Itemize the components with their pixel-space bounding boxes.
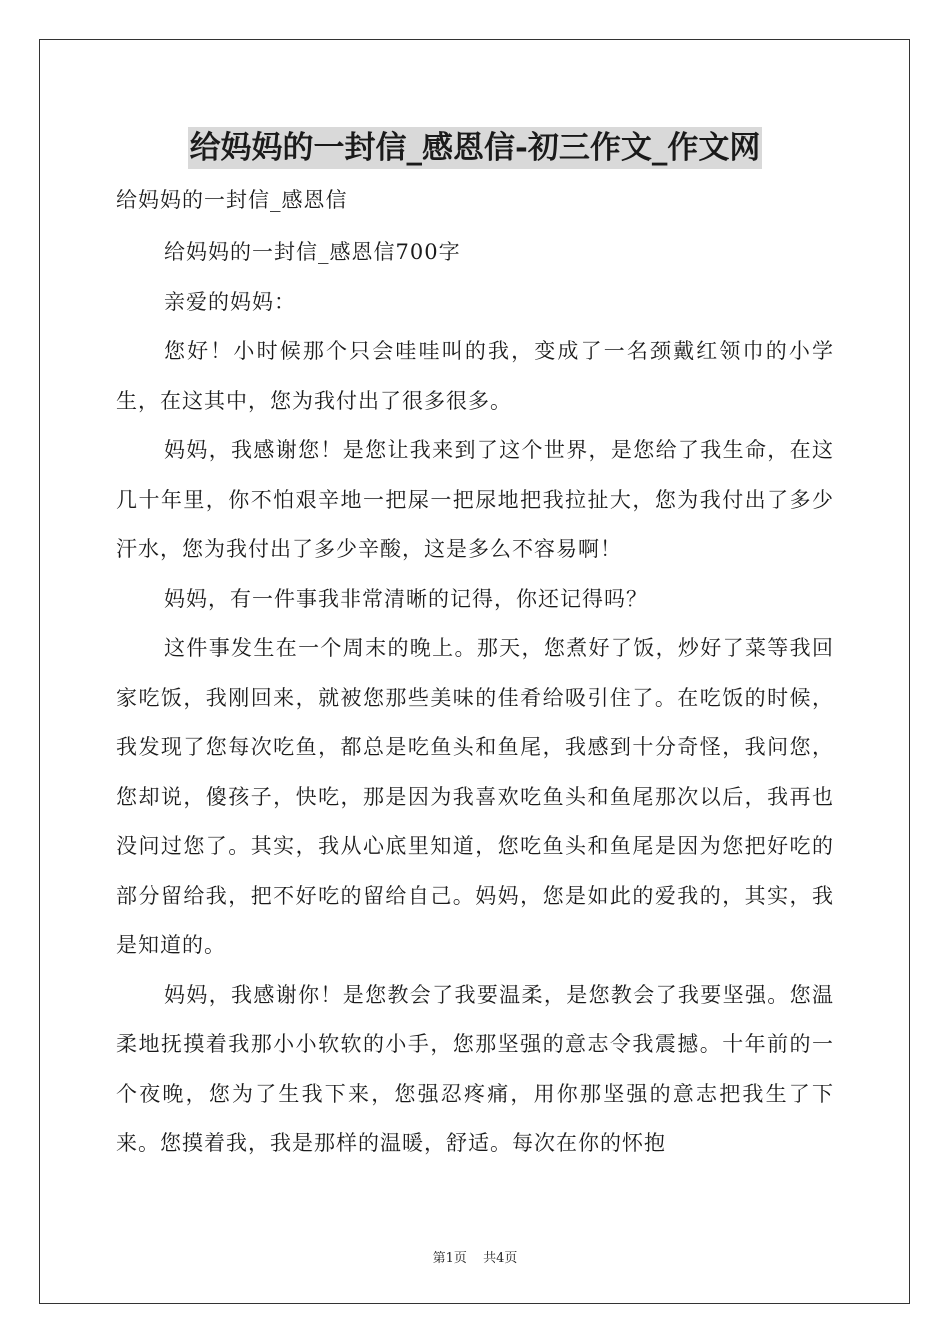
paragraph: 这件事发生在一个周末的晚上。那天，您煮好了饭，炒好了菜等我回家吃饭，我刚回来，就被您那些美味的佳肴给吸引住了。在吃饭的时候，我发现了您每次吃鱼，都总是吃鱼头和鱼尾，我感到十分奇怪，我问您，您却说，傻孩子，快吃，那是因为我喜欢吃鱼头和鱼尾那次以后，我再也没问过您了。其实，我从心底里知道，您吃鱼头和鱼尾是因为您把好吃的部分留给我，把不好吃的留给自己。妈妈，您是如此的爱我的，其实，我是知道的。 — [116, 636, 834, 957]
total-pages: 共4页 — [483, 1251, 518, 1266]
paragraph: 亲爱的妈妈： — [164, 289, 296, 314]
paragraph: 给妈妈的一封信_感恩信700字 — [164, 240, 461, 264]
paragraph: 妈妈，有一件事我非常清晰的记得，你还记得吗？ — [164, 586, 648, 611]
paragraph: 您好！小时候那个只会哇哇叫的我，变成了一名颈戴红领巾的小学生，在这其中，您为我付出了很多很多。 — [116, 339, 834, 413]
subtitle-line: 给妈妈的一封信_感恩信 — [116, 188, 348, 212]
paragraph: 妈妈，我感谢你！是您教会了我要温柔，是您教会了我要坚强。您温柔地抚摸着我那小小软软的小手，您那坚强的意志令我震撼。十年前的一个夜晚，您为了生我下来，您强忍疼痛，用你那坚强的意志把我生了下来。您摸着我，我是那样的温暖，舒适。每次在你的怀抱 — [116, 982, 834, 1155]
page-number: 第1页 — [432, 1251, 467, 1266]
page-footer — [0, 1247, 950, 1266]
document-body — [116, 182, 834, 1169]
title-container — [0, 127, 950, 169]
document-title: 给妈妈的一封信_感恩信-初三作文_作文网 — [188, 127, 763, 169]
paragraph: 妈妈，我感谢您！是您让我来到了这个世界，是您给了我生命，在这几十年里，你不怕艰辛地一把屎一把尿地把我拉扯大，您为我付出了多少汗水，您为我付出了多少辛酸，这是多么不容易啊！ — [116, 438, 834, 561]
